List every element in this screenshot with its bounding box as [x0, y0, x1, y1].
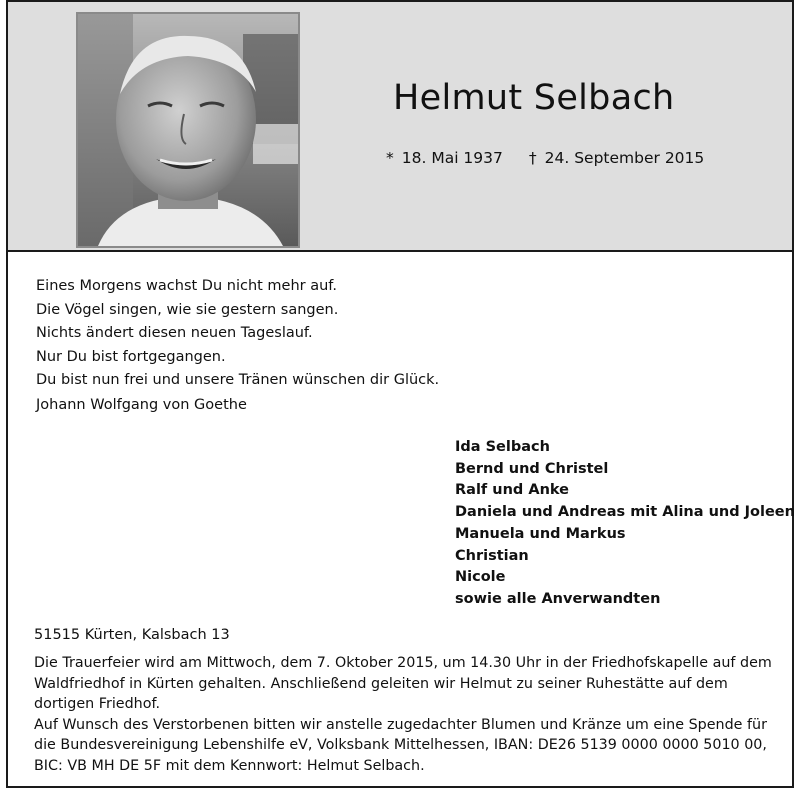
poem [36, 275, 439, 393]
mourner-entry: Nicole [455, 569, 506, 586]
funeral-details [34, 653, 776, 776]
death-date: 24. September 2015 [544, 149, 705, 167]
poem-line: Nur Du bist fortgegangen. [36, 348, 226, 365]
mourner-entry: sowie alle Anverwandten [455, 590, 661, 607]
mourner-entry: Christian [455, 547, 529, 564]
portrait-image [78, 14, 298, 246]
obituary-card [6, 0, 794, 788]
mourner-entry: Manuela und Markus [455, 525, 626, 542]
poem-author: Johann Wolfgang von Goethe [36, 397, 247, 413]
death-cross-icon: † [528, 149, 537, 167]
mourners-list [455, 437, 795, 611]
death-info [529, 149, 704, 167]
mourner-entry: Daniela und Andreas mit Alina und Joleen [455, 504, 795, 521]
poem-line: Nichts ändert diesen neuen Tageslauf. [36, 325, 313, 341]
donation-info: Auf Wunsch des Verstorbenen bitten wir anstelle zugedachter Blumen und Kränze um eine Spende für die Bundesvereinigung Lebenshilfe eV, Volksbank Mittelhessen, IBAN: DE26 5139 0000 0000 5010 00, BIC: VB MH DE 5F mit dem Kennwort: Helmut Selbach. [34, 716, 767, 774]
birth-star-icon: * [386, 149, 394, 167]
mourner-entry: Ralf und Anke [455, 482, 569, 499]
header-band [8, 2, 792, 252]
portrait-photo [76, 12, 300, 248]
mourner-entry: Bernd und Christel [455, 460, 609, 477]
poem-line: Du bist nun frei und unsere Tränen wünschen dir Glück. [36, 372, 440, 388]
mourner-entry: Ida Selbach [455, 439, 550, 455]
poem-line: Die Vögel singen, wie sie gestern sangen. [36, 301, 339, 318]
birth-info [386, 149, 503, 167]
life-dates [386, 149, 704, 167]
family-address: 51515 Kürten, Kalsbach 13 [34, 627, 230, 643]
deceased-name: Helmut Selbach [393, 78, 675, 118]
poem-line: Eines Morgens wachst Du nicht mehr auf. [36, 278, 337, 294]
funeral-info: Die Trauerfeier wird am Mittwoch, dem 7. Oktober 2015, um 14.30 Uhr in der Friedhofskapelle auf dem Waldfriedhof in Kürten gehalten. Anschließend geleiten wir Helmut zu seiner Ruhestätte auf dem dortigen Friedhof. [34, 655, 772, 712]
birth-date: 18. Mai 1937 [401, 149, 503, 167]
